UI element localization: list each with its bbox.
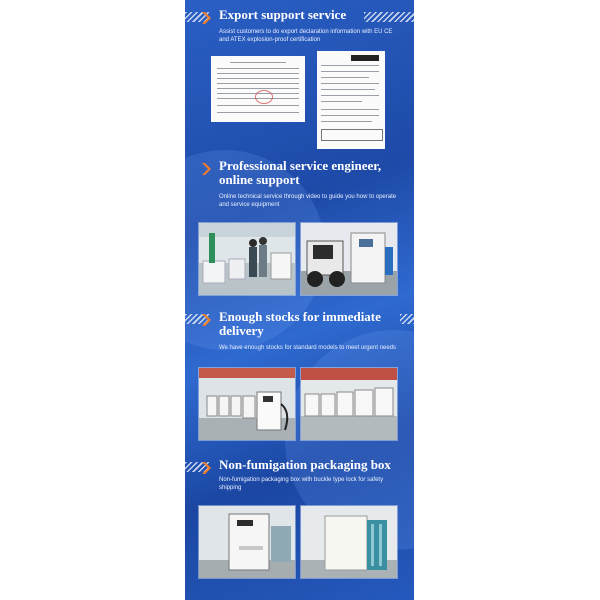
section-description: Non-fumigation packaging box with buckle type lock for safety shipping bbox=[219, 477, 384, 491]
section-title: Export support service bbox=[219, 7, 347, 22]
service-banner bbox=[185, 0, 414, 600]
section-title: Non-fumigation packaging box bbox=[219, 457, 391, 472]
customs-declaration-document bbox=[211, 56, 305, 122]
workshop-engineers-photo bbox=[199, 223, 295, 295]
section-description: Assist customers to do export declaration information with EU CE and ATEX explosion-proof certification bbox=[219, 29, 393, 43]
wooden-crate-photo bbox=[301, 506, 397, 578]
packaged-unit-photo bbox=[199, 506, 295, 578]
stock-row-photo bbox=[301, 368, 397, 440]
chevron-right-icon bbox=[199, 10, 215, 26]
section-export-support bbox=[185, 6, 414, 154]
section-description: We have enough stocks for standard models to meet urgent needs bbox=[219, 345, 396, 351]
chevron-right-icon bbox=[199, 312, 215, 328]
chevron-right-icon bbox=[199, 460, 215, 476]
section-title: Professional service engineer, online support bbox=[219, 158, 382, 187]
forklift-service-photo bbox=[301, 223, 397, 295]
stripes-decor-right bbox=[364, 12, 414, 22]
atex-certificate-document bbox=[317, 51, 385, 149]
stock-warehouse-photo bbox=[199, 368, 295, 440]
section-packaging bbox=[185, 456, 414, 596]
chevron-right-icon bbox=[199, 161, 215, 177]
section-stocks bbox=[185, 308, 414, 448]
section-engineer-support bbox=[185, 157, 414, 297]
section-description: Online technical service through video to guide you how to operate and service equipment bbox=[219, 194, 397, 208]
section-title: Enough stocks for immediate delivery bbox=[219, 309, 381, 338]
stripes-decor-right bbox=[400, 314, 414, 324]
